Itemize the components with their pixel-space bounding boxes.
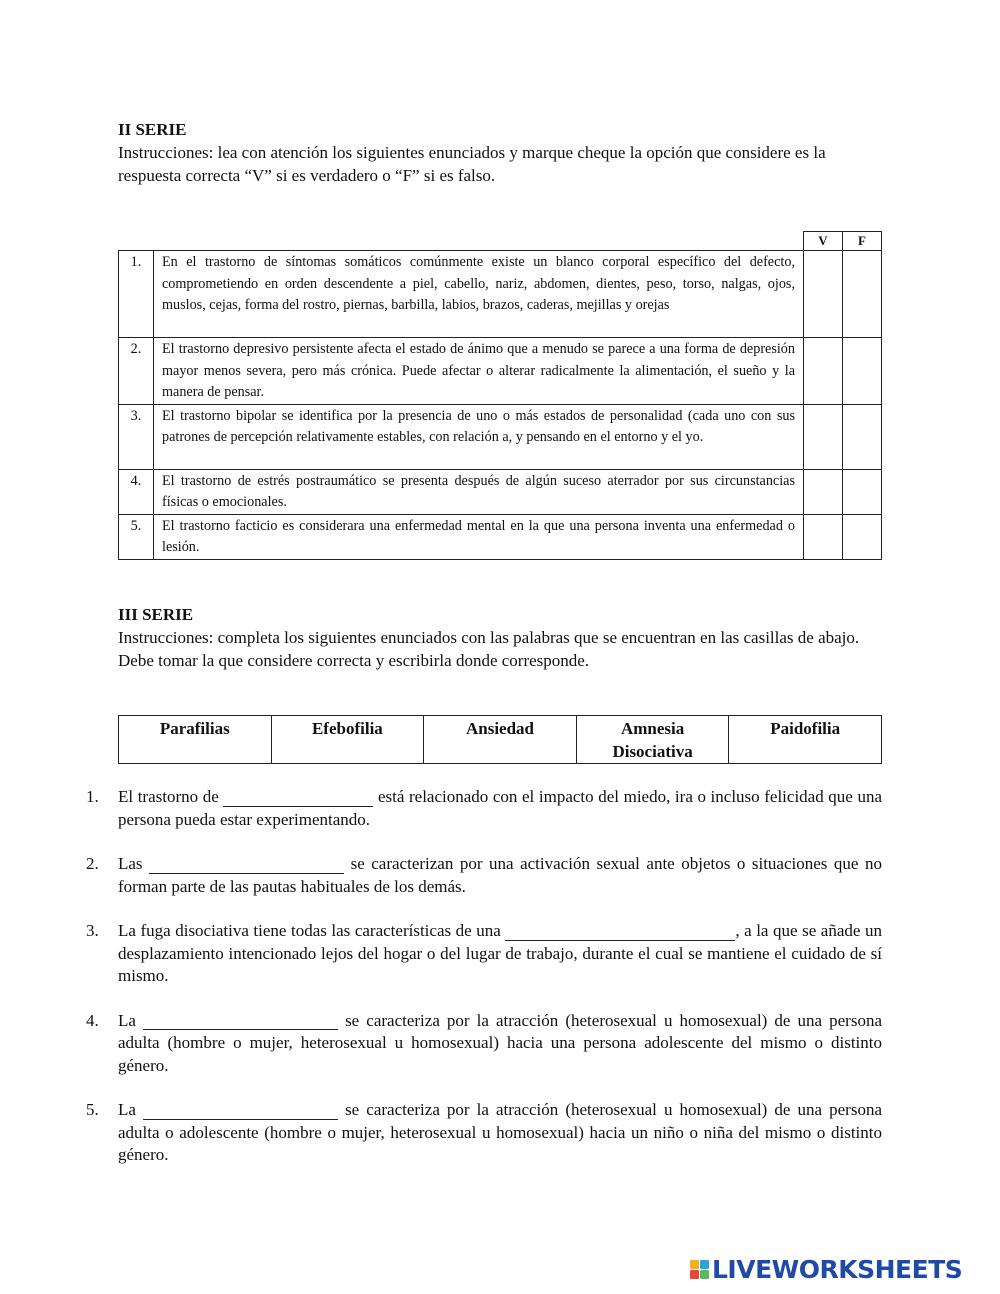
- answer-f-cell[interactable]: [843, 404, 882, 469]
- serie-3-instructions: Instrucciones: completa los siguientes enunciados con las palabras que se encuentran en las casillas de abajo. Debe tomar la que considere correcta y escribirla donde corresponde.: [118, 628, 860, 670]
- item-number: 4.: [86, 1010, 99, 1030]
- item-number: 1.: [119, 251, 154, 338]
- item-statement: El trastorno de estrés postraumático se presenta después de algún suceso aterrador por sus circunstancias físicas o emocionales.: [154, 469, 804, 514]
- answer-blank-1[interactable]: [223, 789, 373, 807]
- word-bank-item: Paidofilia: [729, 716, 882, 764]
- item-statement: En el trastorno de síntomas somáticos comúnmente existe un blanco corporal específico del defecto, comprometiendo en orden descendente a piel, cabello, nariz, abdomen, dientes, peso, torso, nalgas, ojos, muslos, cejas, forma del rostro, piernas, barbilla, labios, brazos, caderas, mejillas y orejas: [154, 251, 804, 338]
- item-number: 2.: [119, 338, 154, 405]
- list-item: [86, 853, 882, 898]
- answer-f-cell[interactable]: [843, 469, 882, 514]
- answer-f-cell[interactable]: [843, 514, 882, 559]
- list-item: [86, 786, 882, 831]
- item-statement: El trastorno bipolar se identifica por la presencia de uno o más estados de personalidad (cada uno con sus patrones de percepción relativamente estables, con relación a, y pensando en el entorno y el yo.: [154, 404, 804, 469]
- logo-mark-icon: [690, 1260, 709, 1279]
- logo-mark-block: [700, 1270, 709, 1279]
- word-bank-item: Efebofilia: [271, 716, 424, 764]
- answer-blank-2[interactable]: [149, 856, 344, 874]
- item-text-after: se caracteriza por la atracción (heterosexual u homosexual) de una persona adulta (hombre o mujer, heterosexual u homosexual) hacia una persona adolescente del mismo o distinto género.: [118, 1010, 882, 1075]
- answer-v-cell[interactable]: [804, 404, 843, 469]
- table-header-row: [119, 232, 882, 251]
- list-item: [86, 1099, 882, 1167]
- item-text-before: Las: [118, 854, 143, 873]
- header-v: V: [804, 232, 843, 251]
- serie-2-title: II SERIE: [118, 120, 187, 139]
- item-statement: El trastorno depresivo persistente afecta el estado de ánimo que a menudo se parece a una forma de depresión mayor menos severa, pero más crónica. Puede afectar o alterar radicalmente la alimentación, el sueño y la manera de pensar.: [154, 338, 804, 405]
- answer-v-cell[interactable]: [804, 469, 843, 514]
- table-row: [119, 404, 882, 469]
- item-number: 3.: [86, 921, 99, 940]
- item-number: 5.: [119, 514, 154, 559]
- header-f: F: [843, 232, 882, 251]
- item-text: [118, 1099, 882, 1167]
- logo-mark-block: [690, 1260, 699, 1269]
- item-number: 1.: [86, 787, 99, 806]
- header-blank: [119, 232, 804, 251]
- item-number: 3.: [119, 404, 154, 469]
- serie-3-header: [118, 603, 882, 672]
- item-text-before: El trastorno de: [118, 787, 219, 806]
- item-text: [118, 786, 882, 831]
- table-row: [119, 469, 882, 514]
- item-text-after: está relacionado con el impacto del miedo, ira o incluso felicidad que una persona pueda estar experimentando.: [118, 787, 882, 829]
- item-text: [118, 853, 882, 898]
- word-bank-row: [119, 716, 882, 764]
- item-text-after: se caracteriza por la atracción (heterosexual u homosexual) de una persona adulta o adolescente (hombre o mujer, heterosexual u homosexual) hacia un niño o niña del mismo o distinto género.: [118, 1100, 882, 1164]
- word-bank-item: Parafilias: [119, 716, 272, 764]
- item-text-before: La: [118, 1010, 136, 1030]
- item-text: [118, 1010, 882, 1078]
- answer-blank-4[interactable]: [143, 1012, 338, 1030]
- item-text-before: La fuga disociativa tiene todas las características de una: [118, 921, 501, 940]
- answer-v-cell[interactable]: [804, 514, 843, 559]
- table-row: [119, 514, 882, 559]
- serie-2-instructions: Instrucciones: lea con atención los siguientes enunciados y marque cheque la opción que considere es la respuesta correcta “V” si es verdadero o “F” si es falso.: [118, 143, 826, 185]
- answer-v-cell[interactable]: [804, 338, 843, 405]
- answer-blank-5[interactable]: [143, 1102, 338, 1120]
- item-text: [118, 920, 882, 988]
- item-number: 5.: [86, 1100, 99, 1119]
- logo-mark-block: [700, 1260, 709, 1269]
- table-row: [119, 251, 882, 338]
- serie-2-header: [118, 118, 882, 187]
- fill-in-list: [86, 786, 882, 1189]
- item-number: 4.: [119, 469, 154, 514]
- answer-blank-3[interactable]: [505, 923, 735, 941]
- answer-f-cell[interactable]: [843, 338, 882, 405]
- word-bank-item: Ansiedad: [424, 716, 577, 764]
- list-item: [86, 1010, 882, 1078]
- item-text-after: , a la que se añade un desplazamiento intencionado lejos del hogar o del lugar de trabajo, durante el cual se mantiene el cuidado de sí mismo.: [118, 921, 882, 985]
- item-text-before: La: [118, 1100, 136, 1119]
- liveworksheets-logo: [690, 1254, 962, 1284]
- list-item: [86, 920, 882, 988]
- answer-f-cell[interactable]: [843, 251, 882, 338]
- answer-v-cell[interactable]: [804, 251, 843, 338]
- word-bank-item: Amnesia Disociativa: [576, 716, 729, 764]
- logo-text: LIVEWORKSHEETS: [712, 1254, 963, 1284]
- item-number: 2.: [86, 854, 99, 873]
- item-text-after: se caracterizan por una activación sexual ante objetos o situaciones que no forman parte de las pautas habituales de los demás.: [118, 854, 882, 896]
- table-row: [119, 338, 882, 405]
- item-statement: El trastorno facticio es considerara una enfermedad mental en la que una persona inventa una enfermedad o lesión.: [154, 514, 804, 559]
- word-bank: [118, 715, 882, 764]
- serie-3-title: III SERIE: [118, 605, 194, 624]
- true-false-table: [118, 231, 882, 560]
- logo-mark-block: [690, 1270, 699, 1279]
